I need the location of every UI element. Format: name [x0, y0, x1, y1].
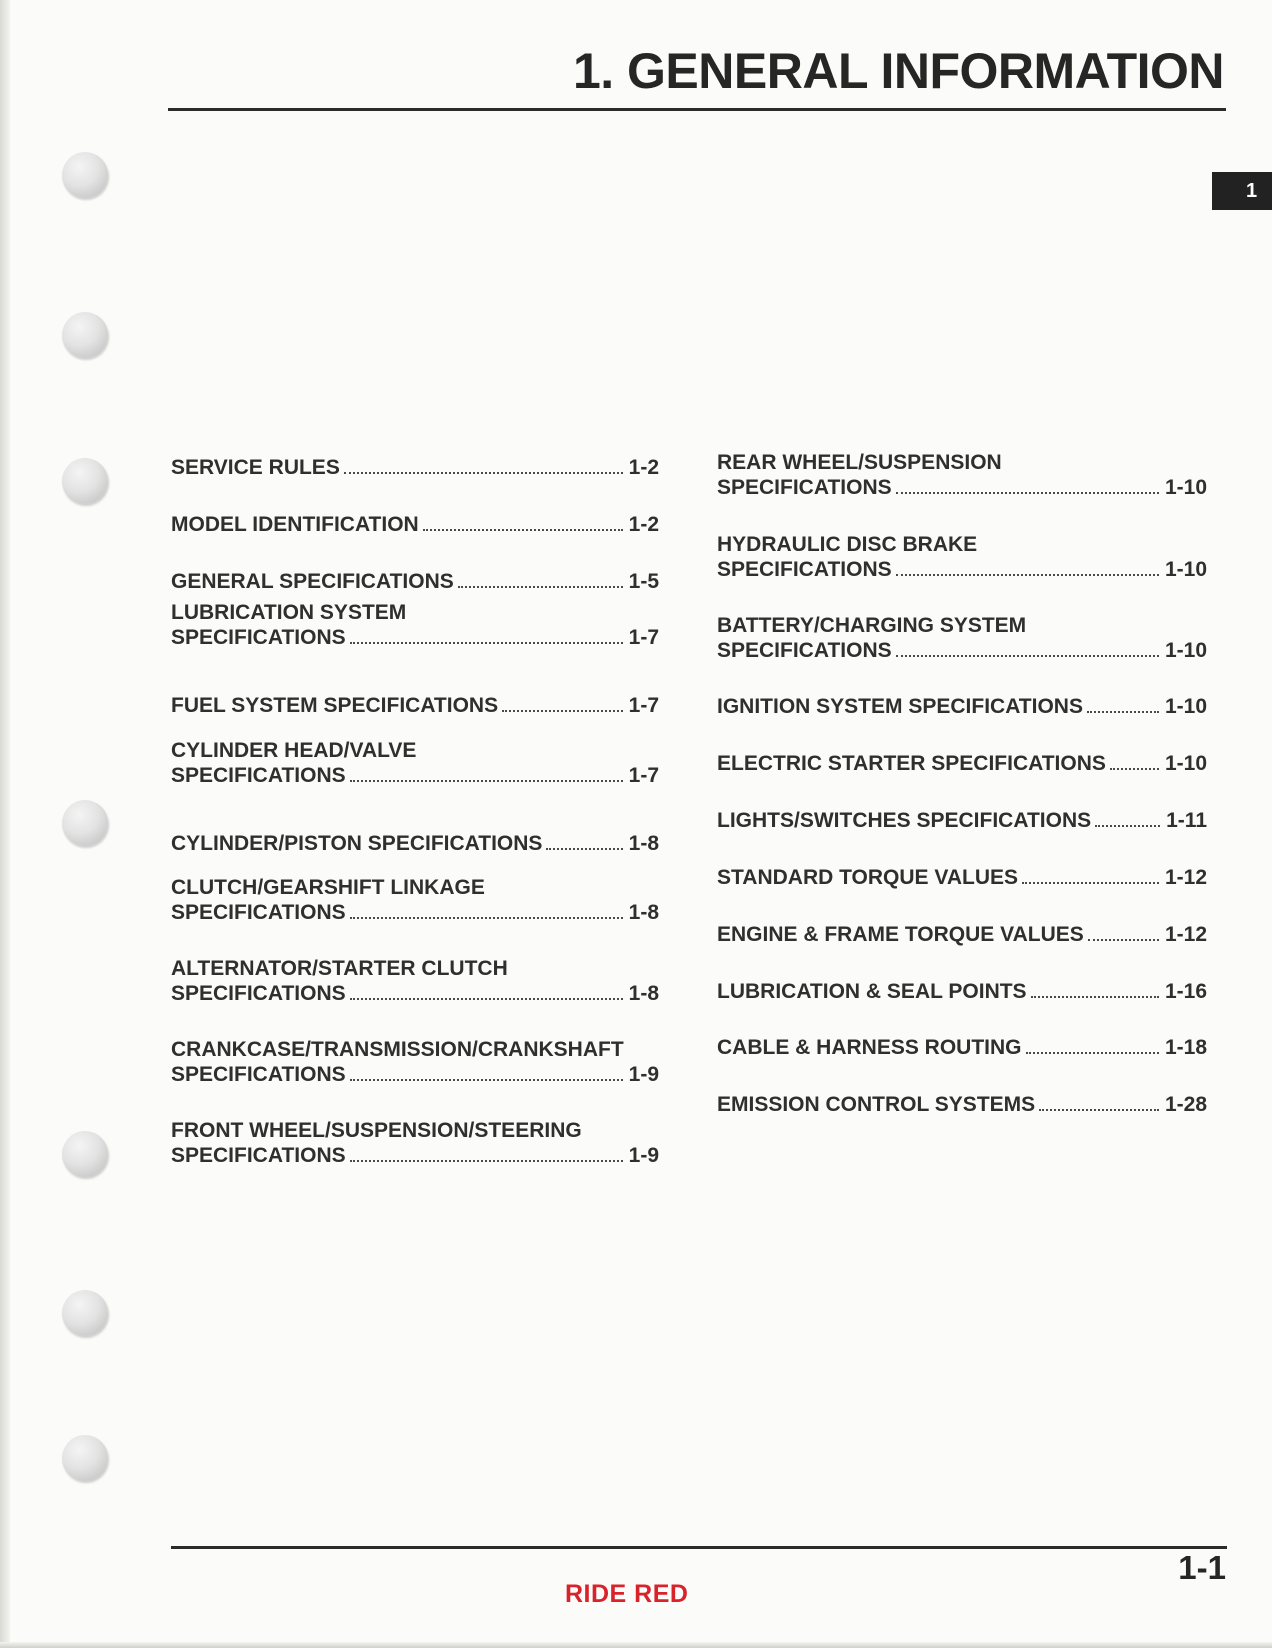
toc-entry-label: ENGINE & FRAME TORQUE VALUES [717, 923, 1084, 946]
toc-entry[interactable] [717, 979, 1207, 1004]
toc-entry-title-line: HYDRAULIC DISC BRAKE [717, 533, 978, 556]
toc-dot-leader [896, 492, 1159, 494]
toc-entry-title-line: CYLINDER HEAD/VALVE [171, 739, 417, 762]
toc-entry-label: GENERAL SPECIFICATIONS [171, 570, 454, 593]
toc-dot-leader [350, 1160, 623, 1162]
toc-entry-title-line: BATTERY/CHARGING SYSTEM [717, 614, 1027, 637]
toc-entry[interactable] [717, 865, 1207, 890]
toc-entry-page: 1-10 [1164, 695, 1207, 718]
toc-entry-page: 1-12 [1164, 923, 1207, 946]
toc-entry[interactable] [171, 455, 659, 480]
toc-entry-title-line: ALTERNATOR/STARTER CLUTCH [171, 957, 508, 980]
toc-entry-label: STANDARD TORQUE VALUES [717, 866, 1019, 889]
toc-entry-page: 1-10 [1164, 639, 1207, 662]
binder-hole-icon [62, 312, 108, 358]
toc-entry-page: 1-18 [1164, 1036, 1207, 1059]
brand-logo: RIDE RED [565, 1580, 689, 1608]
toc-dot-leader [502, 710, 623, 712]
toc-entry[interactable] [717, 1035, 1207, 1060]
toc-dot-leader [350, 642, 623, 644]
binder-hole-icon [62, 800, 108, 846]
toc-entry[interactable] [171, 738, 659, 788]
toc-entry-page: 1-9 [628, 1063, 659, 1086]
toc-entry[interactable] [171, 1118, 659, 1168]
toc-entry-page: 1-28 [1164, 1093, 1207, 1116]
toc-entry-title-line: LUBRICATION SYSTEM [171, 601, 407, 624]
toc-dot-leader [350, 998, 623, 1000]
binder-hole-icon [62, 1131, 108, 1177]
toc-entry[interactable] [171, 693, 659, 718]
toc-entry-page: 1-2 [628, 513, 659, 536]
toc-entry-label: SPECIFICATIONS [171, 1063, 346, 1086]
toc-entry-page: 1-8 [628, 901, 659, 924]
toc-entry-page: 1-8 [628, 982, 659, 1005]
section-title: 1. GENERAL INFORMATION [572, 43, 1224, 99]
toc-entry-page: 1-7 [628, 764, 659, 787]
toc-entry-label: EMISSION CONTROL SYSTEMS [717, 1093, 1036, 1116]
binder-hole-icon [62, 1435, 108, 1481]
toc-entry-title-line: REAR WHEEL/SUSPENSION [717, 451, 1002, 474]
toc-dot-leader [1088, 939, 1159, 941]
toc-entry-page: 1-10 [1164, 752, 1207, 775]
toc-entry[interactable] [717, 613, 1207, 663]
header-rule [168, 108, 1226, 111]
toc-entry[interactable] [717, 808, 1207, 833]
toc-dot-leader [1110, 768, 1159, 770]
toc-entry[interactable] [717, 1092, 1207, 1117]
toc-entry[interactable] [717, 751, 1207, 776]
toc-entry-label: LIGHTS/SWITCHES SPECIFICATIONS [717, 809, 1092, 832]
toc-entry-label: SPECIFICATIONS [717, 639, 892, 662]
toc-dot-leader [1022, 882, 1159, 884]
toc-dot-leader [350, 1079, 623, 1081]
toc-entry-label: SPECIFICATIONS [717, 558, 892, 581]
toc-dot-leader [1039, 1109, 1159, 1111]
toc-entry-title-line: FRONT WHEEL/SUSPENSION/STEERING [171, 1119, 582, 1142]
toc-dot-leader [1087, 711, 1159, 713]
toc-entry[interactable] [717, 450, 1207, 500]
toc-entry-page: 1-7 [628, 694, 659, 717]
toc-entry-label: SERVICE RULES [171, 456, 340, 479]
toc-dot-leader [896, 574, 1159, 576]
binder-hole-icon [62, 1290, 108, 1336]
binder-hole-icon [62, 152, 108, 198]
toc-dot-leader [546, 848, 622, 850]
toc-entry[interactable] [171, 1037, 659, 1087]
toc-entry[interactable] [717, 922, 1207, 947]
toc-entry-page: 1-10 [1164, 476, 1207, 499]
toc-entry-label: CABLE & HARNESS ROUTING [717, 1036, 1022, 1059]
toc-entry-label: IGNITION SYSTEM SPECIFICATIONS [717, 695, 1083, 718]
toc-dot-leader [1026, 1052, 1159, 1054]
toc-entry-label: LUBRICATION & SEAL POINTS [717, 980, 1027, 1003]
toc-entry-title-line: CRANKCASE/TRANSMISSION/CRANKSHAFT [171, 1038, 624, 1061]
toc-entry-page: 1-10 [1164, 558, 1207, 581]
toc-dot-leader [1095, 825, 1160, 827]
toc-dot-leader [896, 655, 1159, 657]
toc-entry-label: SPECIFICATIONS [171, 1144, 346, 1167]
toc-entry-title-line: CLUTCH/GEARSHIFT LINKAGE [171, 876, 485, 899]
toc-entry-label: MODEL IDENTIFICATION [171, 513, 419, 536]
binder-hole-icon [62, 458, 108, 504]
toc-entry[interactable] [171, 569, 659, 594]
page-bottom-edge [0, 1642, 1272, 1648]
toc-dot-leader [458, 586, 623, 588]
toc-entry-label: CYLINDER/PISTON SPECIFICATIONS [171, 832, 543, 855]
toc-entry-page: 1-2 [628, 456, 659, 479]
toc-entry[interactable] [171, 831, 659, 856]
toc-entry-label: SPECIFICATIONS [171, 626, 346, 649]
page-left-edge [0, 0, 10, 1648]
section-tab[interactable]: 1 [1212, 172, 1272, 210]
toc-dot-leader [350, 780, 623, 782]
toc-entry[interactable] [171, 600, 659, 650]
toc-entry-page: 1-16 [1164, 980, 1207, 1003]
toc-entry-label: SPECIFICATIONS [171, 901, 346, 924]
toc-entry-page: 1-11 [1166, 809, 1207, 832]
toc-entry-page: 1-12 [1164, 866, 1207, 889]
toc-entry-page: 1-8 [628, 832, 659, 855]
toc-entry[interactable] [171, 875, 659, 925]
toc-entry[interactable] [171, 956, 659, 1006]
toc-dot-leader [1031, 996, 1159, 998]
toc-entry-page: 1-5 [628, 570, 659, 593]
toc-dot-leader [423, 529, 623, 531]
page-number: 1-1 [1178, 1549, 1226, 1586]
toc-entry[interactable] [717, 694, 1207, 719]
toc-entry-label: SPECIFICATIONS [171, 764, 346, 787]
toc-entry-page: 1-9 [628, 1144, 659, 1167]
toc-dot-leader [344, 472, 623, 474]
toc-entry-label: FUEL SYSTEM SPECIFICATIONS [171, 694, 499, 717]
toc-entry[interactable] [171, 512, 659, 537]
footer-rule [171, 1546, 1227, 1549]
toc-entry-page: 1-7 [628, 626, 659, 649]
toc-entry-label: SPECIFICATIONS [171, 982, 346, 1005]
toc-entry-label: SPECIFICATIONS [717, 476, 892, 499]
toc-entry-label: ELECTRIC STARTER SPECIFICATIONS [717, 752, 1106, 775]
toc-dot-leader [350, 917, 623, 919]
toc-entry[interactable] [717, 532, 1207, 582]
